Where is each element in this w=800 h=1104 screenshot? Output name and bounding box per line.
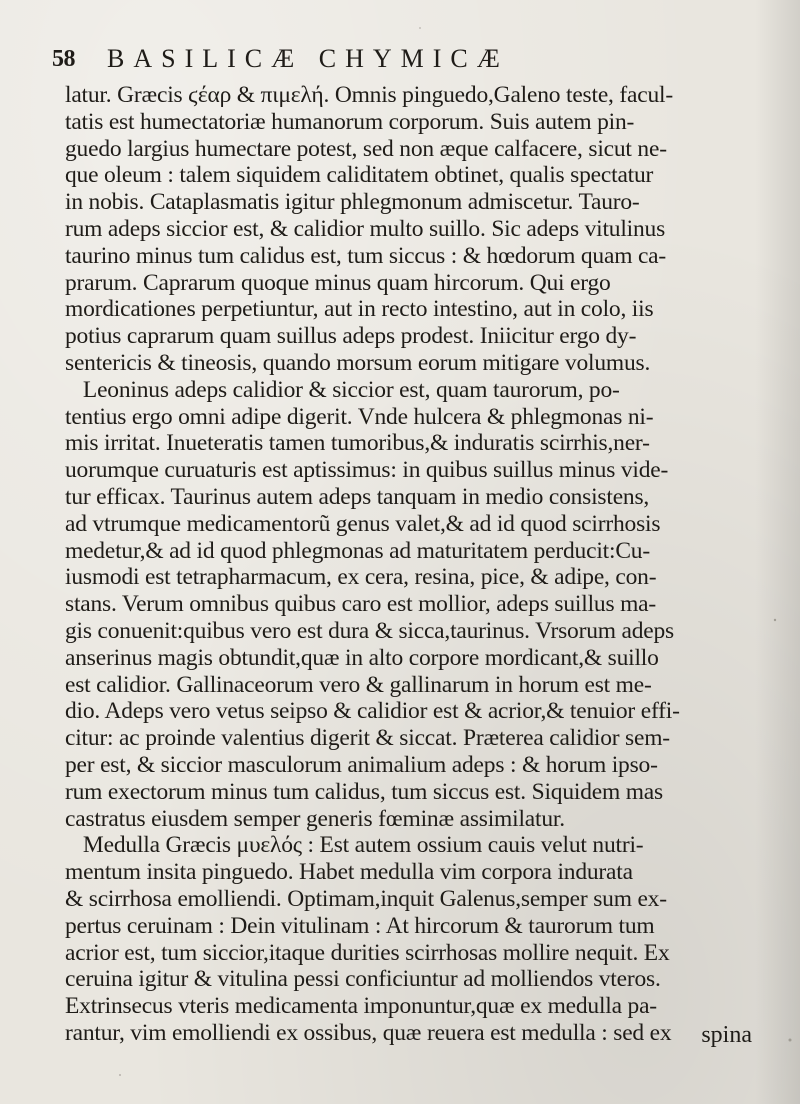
text-line: & scirrhosa emolliendi. Optimam,inquit Galenus,semper sum ex- bbox=[65, 885, 667, 912]
text-line: taurino minus tum calidus est, tum siccus : & hœdorum quam ca- bbox=[65, 242, 667, 269]
text-line: rum exectorum minus tum calidus, tum siccus est. Siquidem mas bbox=[65, 778, 663, 805]
text-line: prarum. Caprarum quoque minus quam hircorum. Qui ergo bbox=[65, 269, 611, 296]
text-line: in nobis. Cataplasmatis igitur phlegmonum admiscetur. Tauro- bbox=[65, 189, 640, 216]
text-line: citur: ac proinde valentius digerit & siccat. Præterea calidior sem- bbox=[65, 725, 670, 752]
text-line: Extrinsecus vteris medicamenta imponuntur,quæ ex medulla pa- bbox=[65, 993, 657, 1020]
text-line: medetur,& ad id quod phlegmonas ad maturitatem perducit:Cu- bbox=[65, 537, 650, 564]
text-line: per est, & siccior masculorum animalium adeps : & horum ipso- bbox=[65, 751, 658, 778]
page-header bbox=[52, 44, 752, 84]
text-line: mis irritat. Inueteratis tamen tumoribus,& induratis scirrhis,ner- bbox=[65, 430, 650, 457]
text-line: guedo largius humectare potest, sed non æque calfacere, sicut ne- bbox=[65, 135, 667, 162]
page-number: 58 bbox=[52, 46, 75, 72]
text-line: dio. Adeps vero vetus seipso & calidior est & acrior,& tenuior effi- bbox=[65, 698, 680, 725]
text-line: rantur, vim emolliendi ex ossibus, quæ reuera est medulla : sed ex bbox=[65, 1019, 672, 1046]
text-line: sentericis & tineosis, quando morsum eorum mitigare volumus. bbox=[65, 349, 651, 376]
text-line: Medulla Græcis μυελός : Est autem ossium cauis velut nutri- bbox=[82, 832, 644, 859]
text-line: mordicationes perpetiuntur, aut in recto intestino, aut in colo, iis bbox=[65, 296, 654, 323]
text-line: que oleum : talem siquidem caliditatem obtinet, qualis spectatur bbox=[65, 162, 654, 189]
body-text bbox=[65, 82, 780, 1047]
text-line: ad vtrumque medicamentorũ genus valet,& ad id quod scirrhosis bbox=[65, 510, 661, 537]
text-line: est calidior. Gallinaceorum vero & gallinarum in horum est me- bbox=[65, 671, 652, 698]
text-line: uorumque curuaturis est aptissimus: in quibus suillus minus vide- bbox=[65, 457, 669, 484]
text-line: mentum insita pinguedo. Habet medulla vim corpora indurata bbox=[65, 859, 633, 886]
text-line: iusmodi est tetrapharmacum, ex cera, resina, pice, & adipe, con- bbox=[65, 564, 657, 591]
running-head: BASILICÆ CHYMICÆ bbox=[107, 44, 509, 73]
text-line: pertus ceruinam : Dein vitulinam : At hircorum & taurorum tum bbox=[65, 912, 655, 939]
catchword: spina bbox=[701, 1022, 752, 1048]
text-line: tur efficax. Taurinus autem adeps tanquam in medio consistens, bbox=[65, 483, 650, 510]
text-line: acrior est, tum siccior,itaque durities scirrhosas mollire nequit. Ex bbox=[65, 939, 670, 966]
text-line: Leoninus adeps calidior & siccior est, quam taurorum, po- bbox=[82, 376, 620, 403]
text-line: tentius ergo omni adipe digerit. Vnde hulcera & phlegmonas ni- bbox=[65, 403, 654, 430]
text-line: potius caprarum quam suillus adeps prodest. Iniicitur ergo dy- bbox=[65, 323, 637, 350]
text-line: rum adeps siccior est, & calidior multo suillo. Sic adeps vitulinus bbox=[65, 215, 666, 242]
text-line: tatis est humectatoriæ humanorum corporum. Suis autem pin- bbox=[65, 108, 635, 135]
text-line: ceruina igitur & vitulina pessi conficiuntur ad molliendos vteros. bbox=[65, 966, 661, 993]
text-line: anserinus magis obtundit,quæ in alto corpore mordicant,& suillo bbox=[65, 644, 659, 671]
text-line: gis conuenit:quibus vero est dura & sicca,taurinus. Vrsorum adeps bbox=[65, 617, 675, 644]
text-line: latur. Græcis ϛέαρ & πιμελή. Omnis pinguedo,Galeno teste, facul- bbox=[65, 82, 673, 108]
text-line: stans. Verum omnibus quibus caro est mollior, adeps suillus ma- bbox=[65, 591, 657, 618]
text-line: castratus eiusdem semper generis fœminæ assimilatur. bbox=[65, 805, 565, 832]
